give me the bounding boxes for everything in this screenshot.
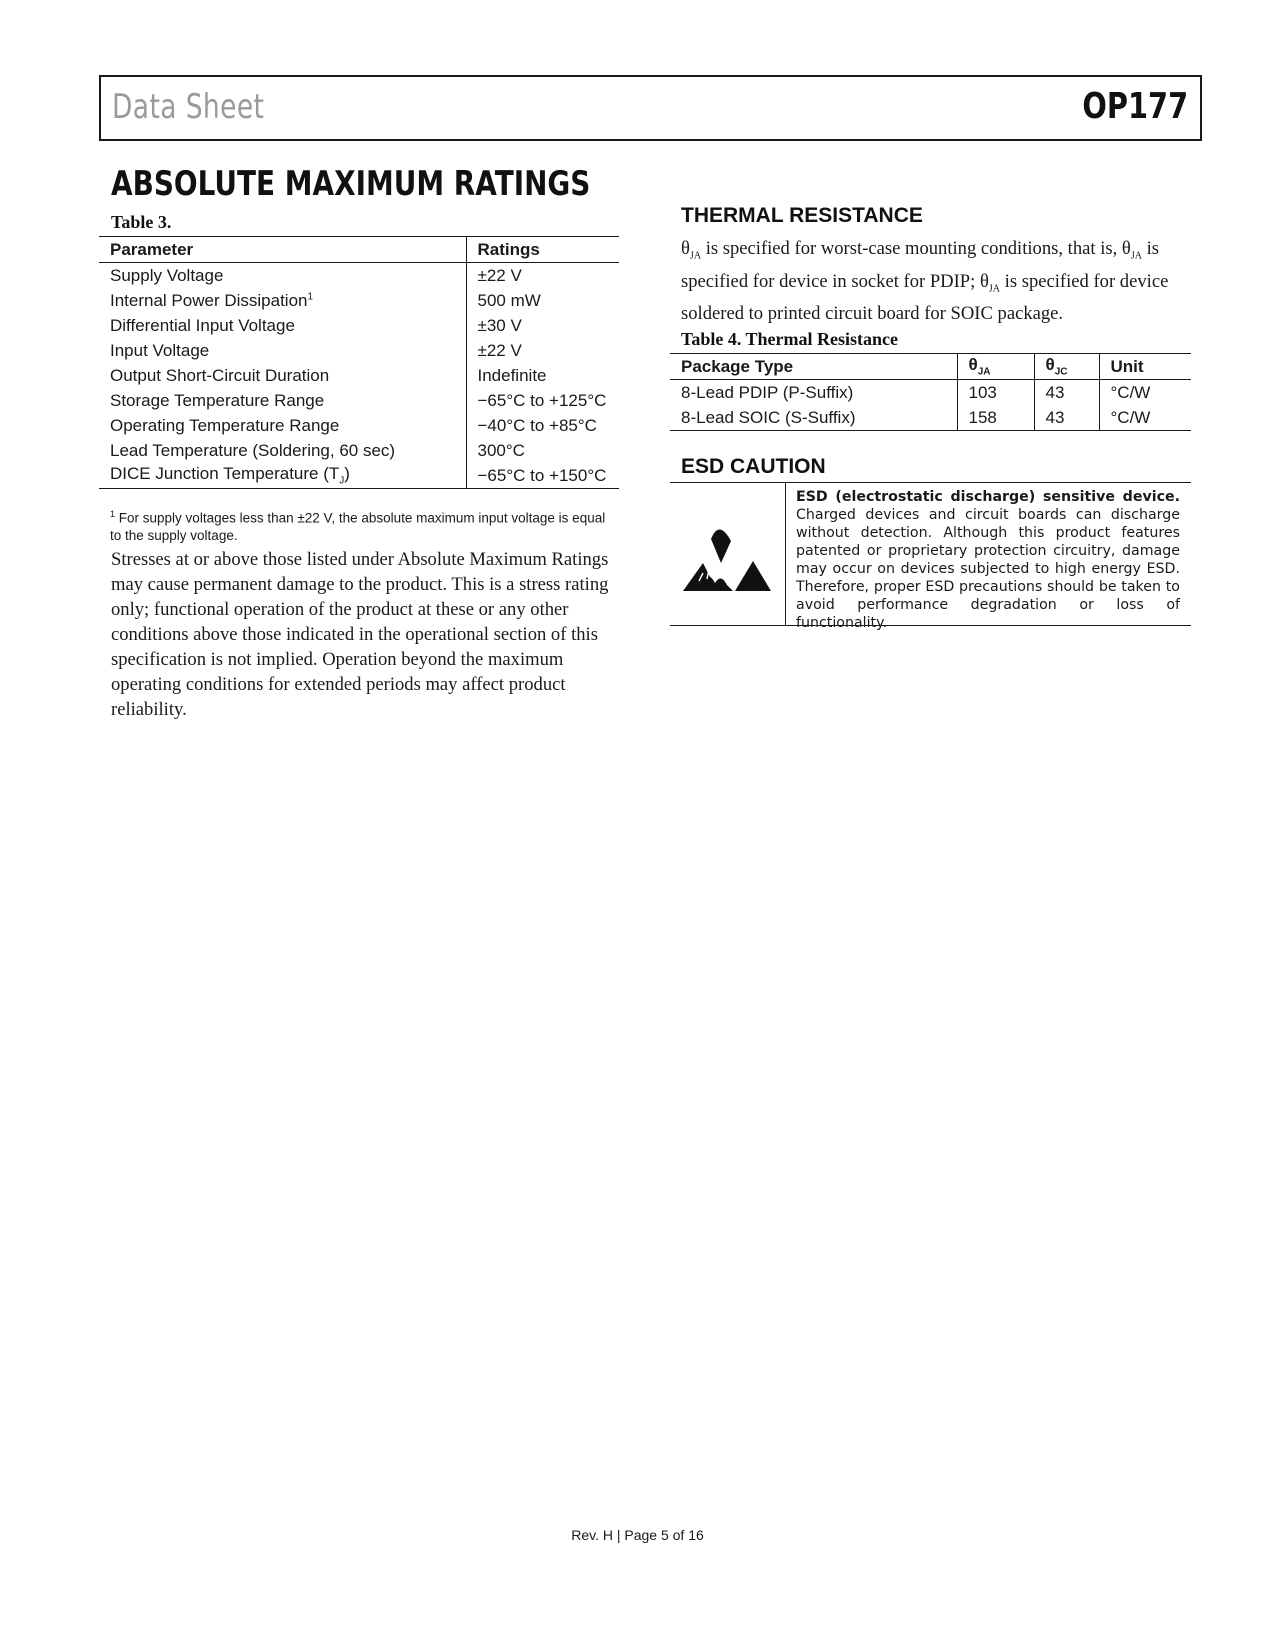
table-row bbox=[99, 388, 619, 413]
thermal-text: is specified for device in socket for PDIP; bbox=[681, 238, 1160, 292]
table-row bbox=[99, 463, 619, 489]
thermal-paragraph bbox=[681, 236, 1191, 326]
header-part-number: OP177 bbox=[1082, 86, 1188, 127]
subscript: JA bbox=[1130, 250, 1142, 262]
table-row bbox=[99, 438, 619, 463]
table-row bbox=[99, 263, 619, 289]
rating-cell: 500 mW bbox=[466, 288, 619, 313]
param-cell: Output Short-Circuit Duration bbox=[110, 365, 330, 385]
subscript: J bbox=[339, 475, 345, 487]
rating-cell: −65°C to +150°C bbox=[466, 463, 619, 489]
thermal-table bbox=[670, 353, 1191, 431]
col-header-package: Package Type bbox=[670, 354, 957, 380]
param-text: DICE Junction Temperature (T bbox=[110, 464, 340, 484]
rating-cell: −65°C to +125°C bbox=[466, 388, 619, 413]
esd-divider bbox=[785, 483, 786, 625]
theta-symbol: θ bbox=[1121, 238, 1131, 259]
param-cell: Lead Temperature (Soldering, 60 sec) bbox=[110, 440, 396, 460]
theta-ja-cell: 103 bbox=[957, 380, 1034, 406]
unit-cell: °C/W bbox=[1099, 380, 1191, 406]
col-header-theta-jc bbox=[1034, 354, 1099, 380]
col-header-theta-ja bbox=[957, 354, 1034, 380]
table-row bbox=[670, 380, 1191, 406]
esd-caution-text bbox=[796, 488, 1180, 632]
footnote-ref: 1 bbox=[307, 290, 314, 302]
table-row bbox=[99, 313, 619, 338]
col-header-parameter: Parameter bbox=[99, 237, 466, 263]
theta-symbol: θ bbox=[968, 355, 978, 375]
table3-caption: Table 3. bbox=[111, 212, 172, 232]
stress-paragraph: Stresses at or above those listed under Absolute Maximum Ratings may cause permanent damage to the product. This is a stress rating only; functional operation of the product at these or any other conditions above those indicated in the operational section of this specification is not implied. Operation beyond the maximum operating conditions for extended periods may affect product reliability. bbox=[111, 549, 609, 720]
col-header-unit: Unit bbox=[1099, 354, 1191, 380]
thermal-text: is specified for worst-case mounting conditions, that is, bbox=[701, 238, 1122, 259]
theta-jc-cell: 43 bbox=[1034, 380, 1099, 406]
theta-jc-cell: 43 bbox=[1034, 405, 1099, 431]
rating-cell: 300°C bbox=[466, 438, 619, 463]
param-cell: Operating Temperature Range bbox=[110, 415, 340, 435]
param-cell: Input Voltage bbox=[110, 340, 210, 360]
theta-symbol: θ bbox=[1045, 355, 1055, 375]
theta-ja-cell: 158 bbox=[957, 405, 1034, 431]
subscript: JA bbox=[988, 283, 1001, 295]
theta-symbol: θ bbox=[681, 238, 690, 259]
table-header-row bbox=[670, 354, 1191, 380]
page-header bbox=[99, 75, 1202, 141]
esd-warning-icon bbox=[681, 511, 771, 593]
param-cell: Storage Temperature Range bbox=[110, 390, 325, 410]
thermal-text: is specified for device soldered to printed circuit board for SOIC package. bbox=[681, 270, 1169, 325]
param-cell bbox=[99, 288, 466, 313]
table-row bbox=[99, 338, 619, 363]
param-cell: Differential Input Voltage bbox=[110, 315, 295, 335]
rating-cell: Indefinite bbox=[466, 363, 619, 388]
rating-cell: ±22 V bbox=[466, 338, 619, 363]
theta-symbol: θ bbox=[979, 270, 989, 292]
footnote-marker: 1 bbox=[110, 509, 116, 519]
param-text: Internal Power Dissipation bbox=[110, 290, 308, 310]
param-cell bbox=[99, 463, 466, 489]
header-doc-type: Data Sheet bbox=[112, 87, 265, 127]
package-cell: 8-Lead PDIP (P-Suffix) bbox=[681, 382, 854, 402]
table-header-row bbox=[99, 237, 619, 263]
footnote-text: For supply voltages less than ±22 V, the absolute maximum input voltage is equal to the supply voltage. bbox=[110, 510, 606, 543]
amr-table bbox=[99, 236, 619, 489]
table3-footnote bbox=[110, 506, 610, 544]
rating-cell: −40°C to +85°C bbox=[466, 413, 619, 438]
table-row bbox=[99, 288, 619, 313]
param-text-end: ) bbox=[344, 464, 350, 484]
rating-cell: ±22 V bbox=[466, 263, 619, 289]
rating-cell: ±30 V bbox=[466, 313, 619, 338]
table-row bbox=[670, 405, 1191, 431]
table4-caption: Table 4. Thermal Resistance bbox=[681, 329, 899, 349]
section-title-esd: ESD CAUTION bbox=[681, 455, 826, 478]
section-title-amr: ABSOLUTE MAXIMUM RATINGS bbox=[111, 164, 591, 204]
esd-caution-box bbox=[670, 482, 1191, 631]
param-cell: Supply Voltage bbox=[110, 265, 224, 285]
package-cell: 8-Lead SOIC (S-Suffix) bbox=[670, 405, 957, 431]
unit-cell: °C/W bbox=[1099, 405, 1191, 431]
esd-body-text: Charged devices and circuit boards can discharge without detection. Although this product features patented or proprietary protection circuitry, damage may occur on devices subjected to high energy ESD. Therefore, proper ESD precautions should be taken to avoid performance degradation or loss of functionality. bbox=[796, 507, 1180, 631]
table-row bbox=[99, 413, 619, 438]
page-footer: Rev. H | Page 5 of 16 bbox=[571, 1527, 704, 1543]
subscript: JC bbox=[1054, 366, 1068, 378]
section-title-thermal: THERMAL RESISTANCE bbox=[681, 204, 923, 227]
subscript: JA bbox=[977, 366, 991, 378]
subscript: JA bbox=[689, 250, 702, 262]
table-row bbox=[99, 363, 619, 388]
esd-bold-text: ESD (electrostatic discharge) sensitive device. bbox=[796, 489, 1180, 505]
col-header-ratings: Ratings bbox=[466, 237, 619, 263]
